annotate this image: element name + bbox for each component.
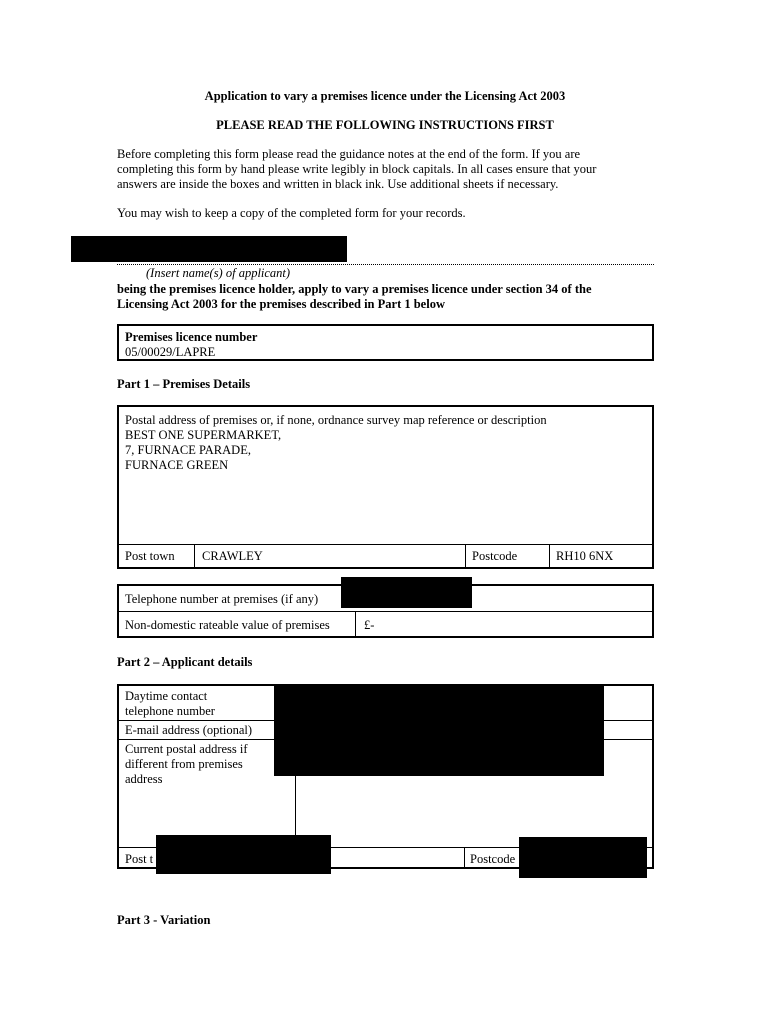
label-line: address <box>125 772 163 786</box>
address-line: FURNACE GREEN <box>125 458 229 472</box>
divider <box>119 544 652 545</box>
redacted-postcode <box>519 837 647 878</box>
postcode-label: Postcode <box>470 852 516 866</box>
divider <box>119 611 652 612</box>
redacted-applicant-contact <box>274 685 604 776</box>
part2-heading: Part 2 – Applicant details <box>117 655 253 669</box>
statement-line: being the premises licence holder, apply to vary a premises licence under section 34 of the <box>117 282 592 296</box>
intro-line: answers are inside the boxes and written in black ink. Use additional sheets if necessary. <box>117 177 559 191</box>
label-line: different from premises <box>125 757 243 771</box>
label-line: Daytime contact <box>125 689 208 703</box>
premises-address <box>125 413 645 473</box>
address-line: BEST ONE SUPERMARKET, <box>125 428 282 442</box>
intro-line: completing this form by hand please write legibly in block capitals. In all cases ensure that your <box>117 162 597 176</box>
divider <box>295 776 296 836</box>
divider <box>355 611 356 636</box>
address-label: Postal address of premises or, if none, ordnance survey map reference or description <box>125 413 547 427</box>
address-line: 7, FURNACE PARADE, <box>125 443 251 457</box>
part1-heading: Part 1 – Premises Details <box>117 377 251 391</box>
postcode-value: RH10 6NX <box>556 549 614 563</box>
post-town-label: Post t <box>125 852 154 866</box>
email-label: E-mail address (optional) <box>125 723 253 737</box>
instructions-heading: PLEASE READ THE FOLLOWING INSTRUCTIONS FIRST <box>216 118 554 132</box>
postcode-label: Postcode <box>472 549 518 563</box>
applicant-statement <box>117 282 677 312</box>
premises-address-box[interactable] <box>117 405 654 569</box>
form-title: Application to vary a premises licence under the Licensing Act 2003 <box>204 89 566 103</box>
rateable-value: £- <box>364 618 375 632</box>
intro-line: Before completing this form please read the guidance notes at the end of the form. If you are <box>117 147 581 161</box>
daytime-telephone-label <box>125 689 215 719</box>
post-town-value: CRAWLEY <box>202 549 263 563</box>
insert-applicant-label: (Insert name(s) of applicant) <box>146 266 291 280</box>
redacted-applicant-name <box>71 236 347 262</box>
rateable-label: Non-domestic rateable value of premises <box>125 618 330 632</box>
current-address-label <box>125 742 248 787</box>
divider <box>464 847 465 867</box>
part3-heading: Part 3 - Variation <box>117 913 211 927</box>
licence-number-label: Premises licence number <box>125 330 258 344</box>
label-line: telephone number <box>125 704 215 718</box>
redacted-telephone <box>341 577 472 608</box>
licence-number-box[interactable] <box>117 324 654 361</box>
divider <box>549 544 550 567</box>
applicant-name-line[interactable] <box>117 264 654 265</box>
label-line: Current postal address if <box>125 742 248 756</box>
statement-line: Licensing Act 2003 for the premises described in Part 1 below <box>117 297 445 311</box>
redacted-post-town <box>156 835 331 874</box>
intro-paragraph <box>117 147 677 192</box>
post-town-label: Post town <box>125 549 175 563</box>
licence-number-value: 05/00029/LAPRE <box>125 345 216 359</box>
divider <box>194 544 195 567</box>
telephone-label: Telephone number at premises (if any) <box>125 592 319 606</box>
records-note: You may wish to keep a copy of the completed form for your records. <box>117 206 466 220</box>
divider <box>465 544 466 567</box>
